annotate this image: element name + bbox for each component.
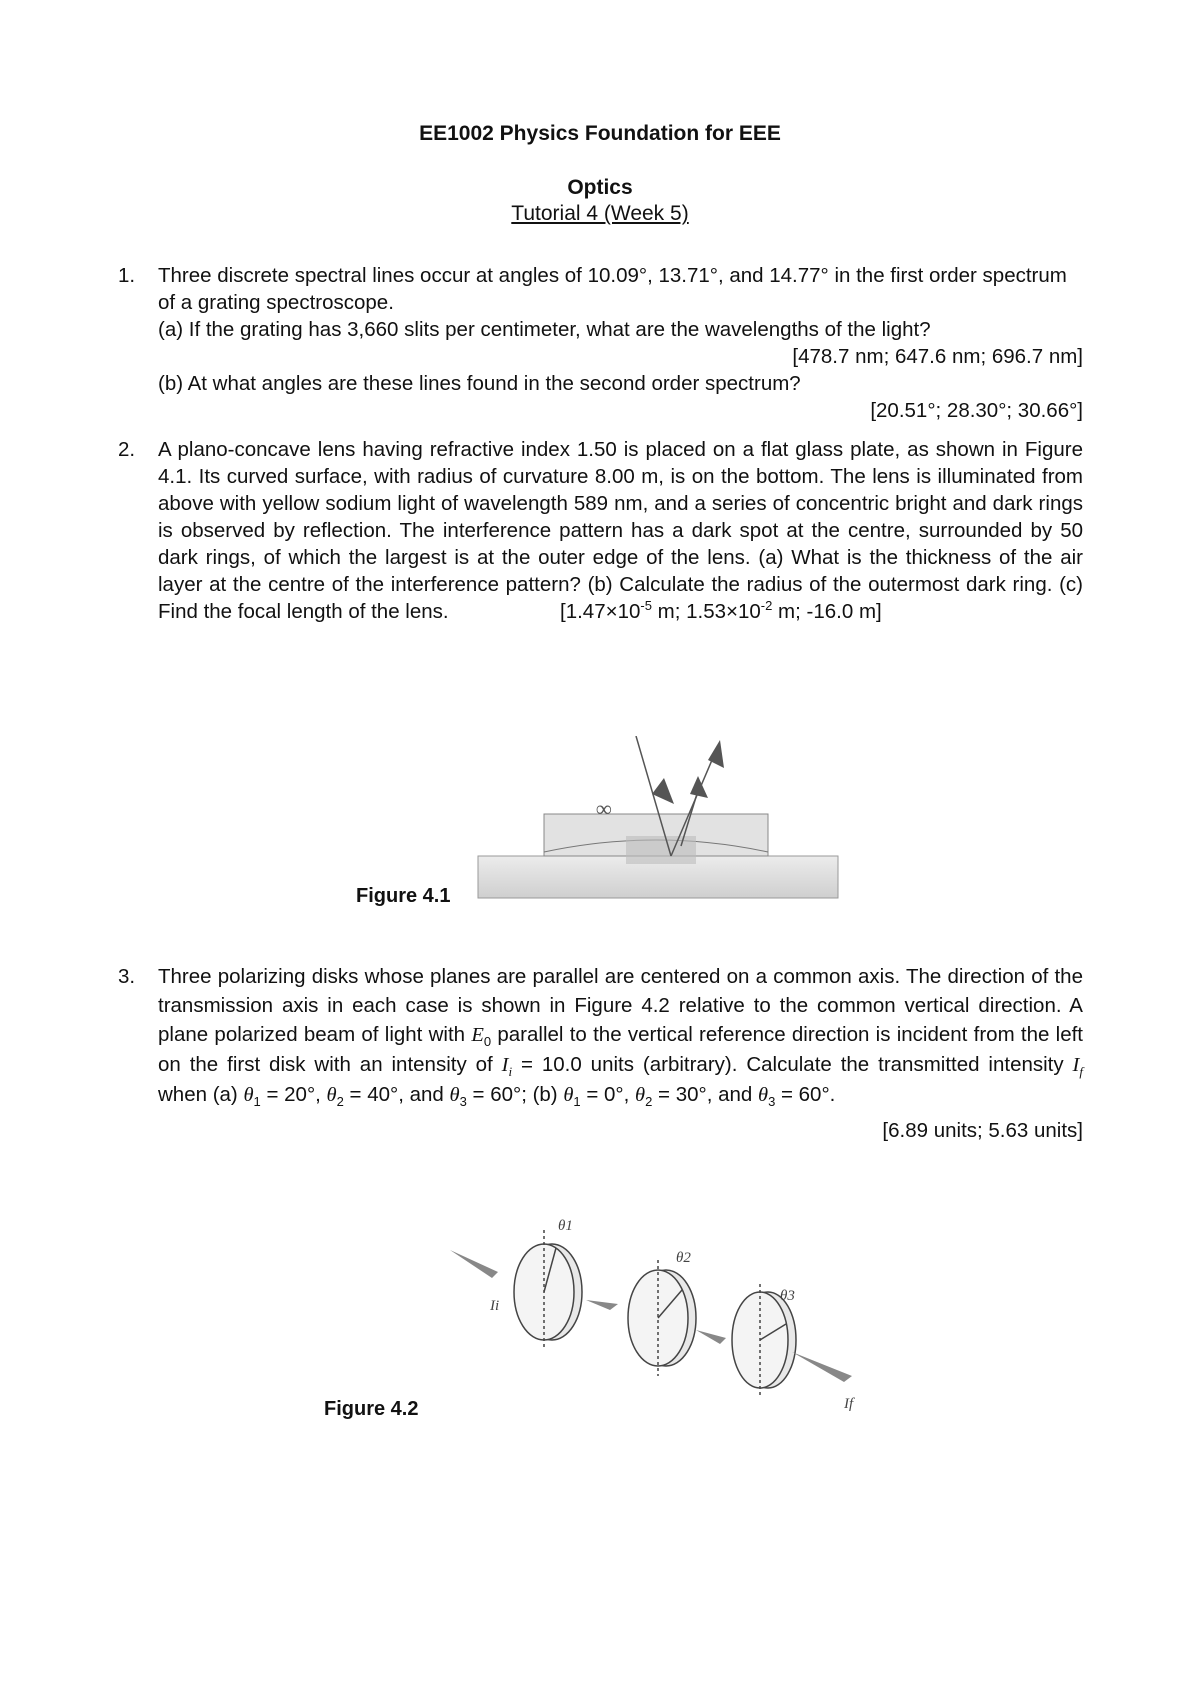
reflected-arrow-icon (690, 776, 708, 798)
topic-title: Optics (567, 176, 633, 199)
question-3-text: Three polarizing disks whose planes are parallel are centered on a common axis. The direction of the transmission axis in each case is shown in Figure 4.2 relative to the common vertical direction. A plane polarized beam of light with $E_0$ parallel to the vertical reference direction is incident from the left on the first disk with an intensity of $I_i = 10.0$ units (arbitrary). Calculate the transmitted intensity $I_f$ when (a) $\theta_1 = 20^\circ$, $\theta_2 = 40^\circ$, and $\theta_3 = 60^\circ$; (b) $\theta_1 = 0^\circ$, $\theta_2 = 30^\circ$, and $\theta_3 = 60^\circ$. (158, 965, 1084, 1110)
figure-4-1-label: Figure 4.1 (356, 885, 451, 907)
question-1-answer-b: [20.51°; 28.30°; 30.66°] (870, 399, 1083, 422)
theta-3-label: θ3 (780, 1288, 795, 1304)
question-2-text (158, 436, 1083, 625)
incident-intensity-label: Ii (490, 1298, 500, 1314)
question-number: 2. (118, 438, 136, 461)
question-1-answer-a: [478.7 nm; 647.6 nm; 696.7 nm] (792, 345, 1083, 368)
transmitted-intensity-label: If (844, 1396, 854, 1412)
figure-4-2-label: Figure 4.2 (324, 1398, 419, 1420)
theta-1-label: θ1 (558, 1218, 573, 1234)
question-2-answer: [$1.47\times 10^{-5}$ m; $1.53\times 10^{-2}$ m; -16.0 m] (560, 598, 882, 623)
tutorial-title: Tutorial 4 (Week 5) (511, 202, 689, 225)
infinity-symbol: ∞ (596, 796, 612, 821)
transmitted-beam-arrow-icon (792, 1352, 852, 1382)
beam-arrow-icon (586, 1300, 618, 1310)
question-1 (118, 262, 1083, 424)
question-1-stem: Three discrete spectral lines occur at angles of 10.09°, 13.71°, and 14.77° in the first order spectrum of a grating spectroscope. (158, 264, 1067, 314)
question-1-part-a: (a) If the grating has 3,660 slits per centimeter, what are the wavelengths of the light? (158, 318, 931, 341)
figure-4-1-lens-diagram (476, 736, 846, 906)
question-2-body: A plano-concave lens having refractive index 1.50 is placed on a flat glass plate, as shown in Figure 4.1. Its curved surface, with radius of curvature 8.00 m, is on the bottom. The lens is illuminated from above with yellow sodium light of wavelength 589 nm, and a series of concentric bright and dark rings is observed by reflection. The interference pattern has a dark spot at the centre, surrounded by 50 dark rings, of which the largest is at the outer edge of the lens. (a) What is the thickness of the air layer at the centre of the interference pattern? (b) Calculate the radius of the outermost dark ring. (c) Find the focal length of the lens. (158, 438, 1083, 623)
course-title: EE1002 Physics Foundation for EEE (419, 122, 781, 145)
question-1-part-b: (b) At what angles are these lines found in the second order spectrum? (158, 372, 801, 395)
question-3-answer: [6.89 units; 5.63 units] (882, 1119, 1083, 1142)
question-2 (118, 436, 1083, 625)
question-3 (118, 962, 1083, 1145)
question-number: 1. (118, 264, 136, 287)
interference-region (626, 836, 696, 864)
theta-2-label: θ2 (676, 1250, 691, 1266)
beam-arrow-icon (696, 1330, 726, 1344)
incident-beam-arrow-icon (450, 1250, 498, 1278)
question-number: 3. (118, 965, 136, 988)
figure-4-2-polarizer-diagram (440, 1200, 900, 1420)
